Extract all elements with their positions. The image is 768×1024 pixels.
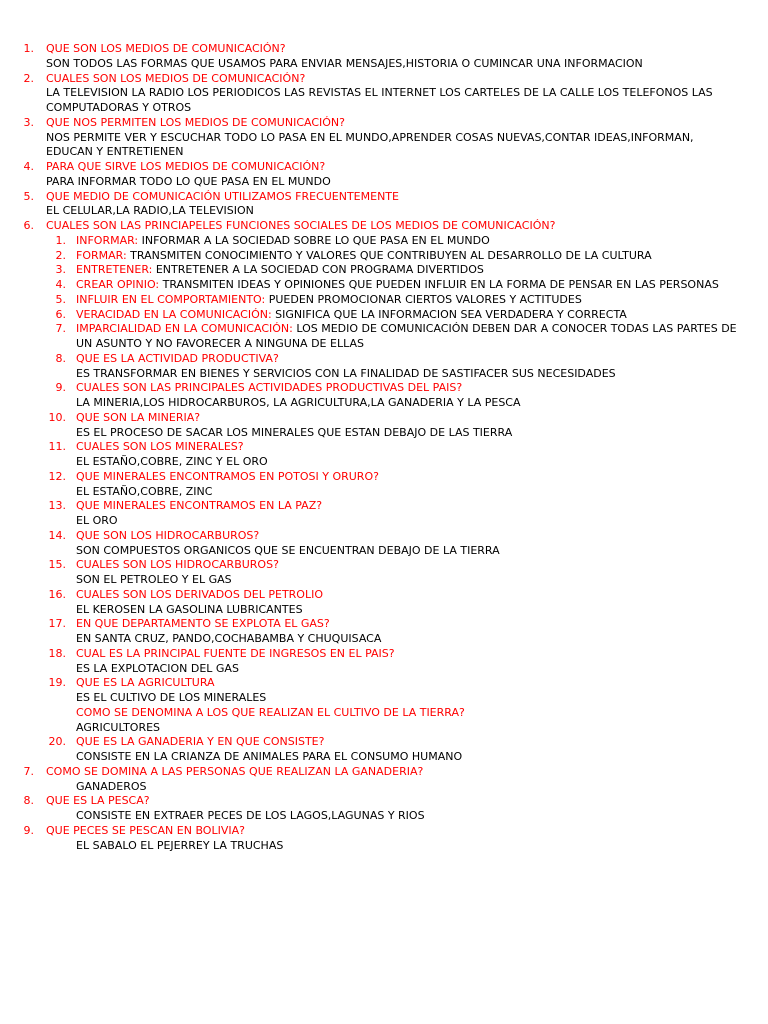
answer-text: SON EL PETROLEO Y EL GAS <box>76 573 232 586</box>
answer-text: ES LA EXPLOTACION DEL GAS <box>76 661 239 675</box>
answer-line <box>0 57 768 72</box>
list-number: 20. <box>48 735 66 749</box>
function-item <box>76 263 484 278</box>
list-number: 3. <box>23 115 34 129</box>
function-text: TRANSMITEN CONOCIMIENTO Y VALORES QUE CONTRIBUYEN AL DESARROLLO DE LA CULTURA <box>126 248 652 262</box>
list-number: 19. <box>48 676 66 690</box>
question-text: QUE ES LA AGRICULTURA <box>76 676 215 690</box>
question-line <box>0 499 768 514</box>
list-number: 12. <box>48 469 66 483</box>
question-line <box>0 706 768 721</box>
question-text: QUE PECES SE PESCAN EN BOLIVIA? <box>46 823 245 837</box>
answer-line <box>0 514 768 529</box>
list-number: 15. <box>48 558 66 572</box>
answer-text: GANADEROS <box>76 779 147 793</box>
function-line <box>0 308 768 323</box>
list-number: 18. <box>48 646 66 660</box>
answer-line <box>0 750 768 765</box>
function-item <box>76 308 627 323</box>
function-label: INFORMAR: <box>76 233 139 247</box>
question-line <box>0 824 768 839</box>
answer-text: EN SANTA CRUZ, PANDO,COCHABAMBA Y CHUQUISACA <box>76 632 382 645</box>
answer-text: EL SABALO EL PEJERREY LA TRUCHAS <box>76 838 284 852</box>
function-label: FORMAR: <box>76 248 127 262</box>
question-line <box>0 588 768 603</box>
list-number: 7. <box>23 764 34 778</box>
list-number: 10. <box>48 410 66 424</box>
question-line <box>0 617 768 632</box>
function-line <box>0 263 768 278</box>
question-text: CUALES SON LOS MINERALES? <box>76 440 244 454</box>
answer-text: LA MINERIA,LOS HIDROCARBUROS, LA AGRICULTURA,LA GANADERIA Y LA PESCA <box>76 396 521 409</box>
question-line <box>0 381 768 396</box>
answer-text: SON COMPUESTOS ORGANICOS QUE SE ENCUENTRAN DEBAJO DE LA TIERRA <box>76 543 500 557</box>
list-number: 2. <box>55 248 66 262</box>
answer-line <box>0 603 768 618</box>
answer-text: ES EL PROCESO DE SACAR LOS MINERALES QUE ESTAN DEBAJO DE LAS TIERRA <box>76 425 513 439</box>
question-text: QUE MINERALES ENCONTRAMOS EN POTOSI Y ORURO? <box>76 469 379 483</box>
answer-line <box>0 485 768 500</box>
list-number: 17. <box>48 617 66 631</box>
function-line <box>0 293 768 308</box>
question-text: QUE ES LA PESCA? <box>46 794 150 808</box>
function-continuation <box>0 337 768 352</box>
answer-line <box>0 86 768 101</box>
answer-text: EL CELULAR,LA RADIO,LA TELEVISION <box>46 204 254 218</box>
question-text: CUAL ES LA PRINCIPAL FUENTE DE INGRESOS EN EL PAIS? <box>76 646 395 660</box>
function-label: ENTRETENER: <box>76 263 153 277</box>
function-text: UN ASUNTO Y NO FAVORECER A NINGUNA DE ELLAS <box>76 337 364 350</box>
answer-text: LA TELEVISION LA RADIO LOS PERIODICOS LAS REVISTAS EL INTERNET LOS CARTELES DE LA CALLE LOS TELEFONOS LAS <box>46 86 713 100</box>
answer-text: EL ORO <box>76 514 118 527</box>
answer-text: PARA INFORMAR TODO LO QUE PASA EN EL MUNDO <box>46 174 331 188</box>
list-number: 8. <box>23 794 34 808</box>
question-line <box>0 72 768 87</box>
question-line <box>0 529 768 544</box>
question-text: CUALES SON LOS DERIVADOS DEL PETROLIO <box>76 587 323 601</box>
answer-text: EL ESTAÑO,COBRE, ZINC <box>76 484 213 498</box>
function-text: LOS MEDIO DE COMUNICACIÓN DEBEN DAR A CONOCER TODAS LAS PARTES DE <box>292 322 737 336</box>
question-text: QUE MINERALES ENCONTRAMOS EN LA PAZ? <box>76 499 323 513</box>
answer-line <box>0 175 768 190</box>
answer-line <box>0 632 768 647</box>
question-text: QUE ES LA GANADERIA Y EN QUE CONSISTE? <box>76 735 325 749</box>
function-text: ENTRETENER A LA SOCIEDAD CON PROGRAMA DIVERTIDOS <box>152 263 484 277</box>
list-number: 16. <box>48 587 66 601</box>
answer-line <box>0 573 768 588</box>
question-line <box>0 352 768 367</box>
list-number: 6. <box>55 307 66 321</box>
list-number: 2. <box>23 71 34 85</box>
answer-line <box>0 101 768 116</box>
answer-line <box>0 426 768 441</box>
function-text: TRANSMITEN IDEAS Y OPINIONES QUE PUEDEN INFLUIR EN LA FORMA DE PENSAR EN LAS PERSONAS <box>159 278 719 291</box>
question-line <box>0 42 768 57</box>
answer-line <box>0 131 768 146</box>
function-label: CREAR OPINIO: <box>76 278 160 291</box>
function-text: INFORMAR A LA SOCIEDAD SOBRE LO QUE PASA EN EL MUNDO <box>138 233 490 247</box>
question-line <box>0 765 768 780</box>
answer-line <box>0 780 768 795</box>
list-number: 6. <box>23 219 34 232</box>
answer-line <box>0 145 768 160</box>
question-text: CUALES SON LOS MEDIOS DE COMUNICACIÓN? <box>46 71 306 85</box>
question-text: QUE SON LOS MEDIOS DE COMUNICACIÓN? <box>46 42 286 55</box>
question-line <box>0 647 768 662</box>
answer-line <box>0 455 768 470</box>
answer-line <box>0 809 768 824</box>
answer-text: EL ESTAÑO,COBRE, ZINC Y EL ORO <box>76 455 268 468</box>
answer-text: EL KEROSEN LA GASOLINA LUBRICANTES <box>76 602 303 616</box>
question-line <box>0 470 768 485</box>
answer-text: ES EL CULTIVO DE LOS MINERALES <box>76 691 267 704</box>
question-text: QUE SON LOS HIDROCARBUROS? <box>76 528 260 542</box>
function-label: IMPARCIALIDAD EN LA COMUNICACIÓN: <box>76 322 293 336</box>
answer-line <box>0 691 768 706</box>
question-text: COMO SE DENOMINA A LOS QUE REALIZAN EL CULTIVO DE LA TIERRA? <box>76 705 465 719</box>
question-line <box>0 735 768 750</box>
question-line <box>0 219 768 234</box>
question-text: QUE NOS PERMITEN LOS MEDIOS DE COMUNICACIÓN? <box>46 115 345 129</box>
list-number: 4. <box>23 160 34 173</box>
function-text: SIGNIFICA QUE LA INFORMACION SEA VERDADERA Y CORRECTA <box>271 307 627 321</box>
question-line <box>0 440 768 455</box>
answer-text: CONSISTE EN EXTRAER PECES DE LOS LAGOS,LAGUNAS Y RIOS <box>76 809 425 822</box>
question-line <box>0 558 768 573</box>
question-text: QUE SON LA MINERIA? <box>76 410 201 424</box>
function-item <box>76 293 582 308</box>
function-line <box>0 278 768 293</box>
list-number: 9. <box>23 823 34 837</box>
answer-line <box>0 367 768 382</box>
question-text: CUALES SON LAS PRINCIPALES ACTIVIDADES PRODUCTIVAS DEL PAIS? <box>76 381 463 395</box>
function-text: PUEDEN PROMOCIONAR CIERTOS VALORES Y ACTITUDES <box>265 292 582 306</box>
answer-line <box>0 396 768 411</box>
list-number: 7. <box>55 322 66 336</box>
list-number: 5. <box>23 189 34 203</box>
list-number: 8. <box>55 351 66 365</box>
list-number: 1. <box>23 42 34 55</box>
list-number: 4. <box>55 278 66 291</box>
question-text: EN QUE DEPARTAMENTO SE EXPLOTA EL GAS? <box>76 617 330 631</box>
list-number: 1. <box>55 233 66 247</box>
question-text: QUE ES LA ACTIVIDAD PRODUCTIVA? <box>76 351 279 365</box>
question-text: CUALES SON LAS PRINCIAPELES FUNCIONES SOCIALES DE LOS MEDIOS DE COMUNICACIÓN? <box>46 219 556 232</box>
list-number: 5. <box>55 292 66 306</box>
answer-text: ES TRANSFORMAR EN BIENES Y SERVICIOS CON LA FINALIDAD DE SASTIFACER SUS NECESIDADES <box>76 366 616 380</box>
answer-line <box>0 662 768 677</box>
function-line <box>0 322 768 337</box>
answer-line <box>0 544 768 559</box>
question-line <box>0 160 768 175</box>
answer-text: CONSISTE EN LA CRIANZA DE ANIMALES PARA EL CONSUMO HUMANO <box>76 750 463 763</box>
function-label: VERACIDAD EN LA COMUNICACIÓN: <box>76 307 272 321</box>
answer-line <box>0 839 768 854</box>
function-item <box>76 278 719 293</box>
function-label: INFLUIR EN EL COMPORTAMIENTO: <box>76 292 266 306</box>
function-item <box>76 249 652 264</box>
answer-text: SON TODOS LAS FORMAS QUE USAMOS PARA ENVIAR MENSAJES,HISTORIA O CUMINCAR UNA INFORMACION <box>46 56 643 70</box>
question-text: CUALES SON LOS HIDROCARBUROS? <box>76 558 279 572</box>
question-line <box>0 676 768 691</box>
answer-text: COMPUTADORAS Y OTROS <box>46 101 192 114</box>
function-line <box>0 249 768 264</box>
question-line <box>0 116 768 131</box>
list-number: 3. <box>55 263 66 277</box>
answer-text: AGRICULTORES <box>76 720 161 734</box>
question-line <box>0 794 768 809</box>
answer-line <box>0 204 768 219</box>
question-text: QUE MEDIO DE COMUNICACIÓN UTILIZAMOS FRECUENTEMENTE <box>46 189 399 203</box>
list-number: 11. <box>48 440 66 454</box>
answer-line <box>0 721 768 736</box>
answer-text: NOS PERMITE VER Y ESCUCHAR TODO LO PASA EN EL MUNDO,APRENDER COSAS NUEVAS,CONTAR IDEAS,INFORMAN, <box>46 130 694 144</box>
list-number: 13. <box>48 499 66 513</box>
answer-text: EDUCAN Y ENTRETIENEN <box>46 145 184 159</box>
document-page <box>0 42 768 853</box>
function-item <box>76 234 490 249</box>
question-line <box>0 190 768 205</box>
question-line <box>0 411 768 426</box>
list-number: 14. <box>48 528 66 542</box>
list-number: 9. <box>55 381 66 395</box>
function-line <box>0 234 768 249</box>
question-text: PARA QUE SIRVE LOS MEDIOS DE COMUNICACIÓN? <box>46 160 326 173</box>
question-text: COMO SE DOMINA A LAS PERSONAS QUE REALIZAN LA GANADERIA? <box>46 764 424 778</box>
function-item <box>76 322 737 337</box>
